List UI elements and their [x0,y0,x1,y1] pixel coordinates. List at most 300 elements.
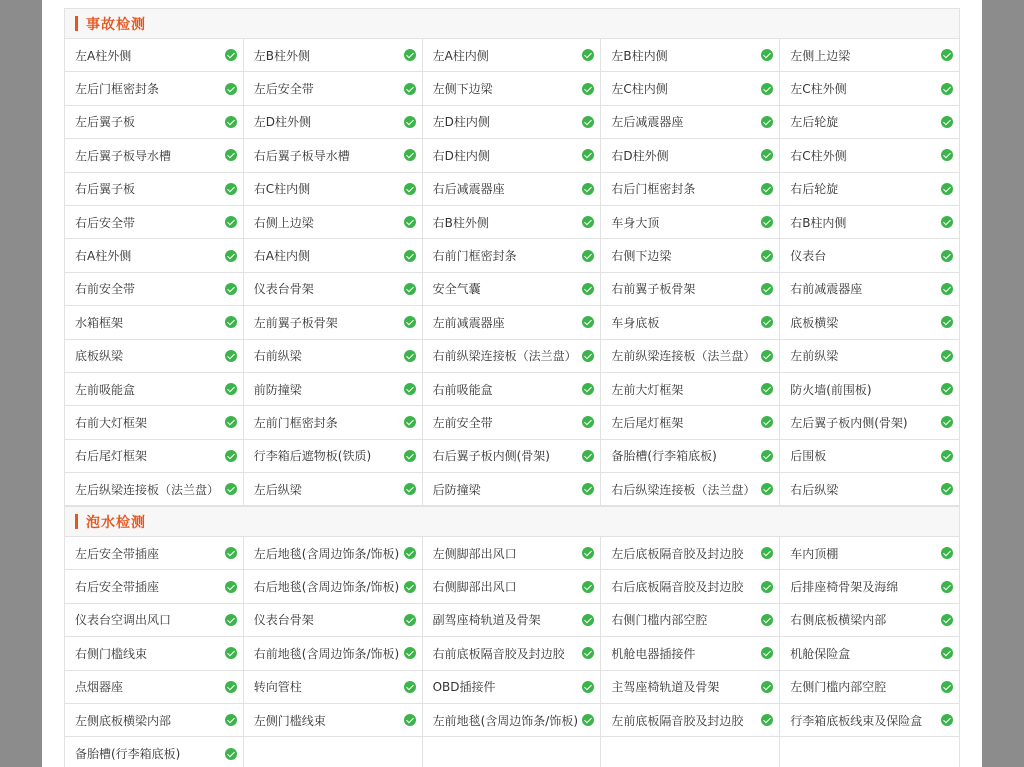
check-item [601,604,780,637]
check-circle-icon [225,748,237,760]
check-item-label: 右后轮旋 [790,182,839,197]
check-item [423,39,602,72]
check-circle-icon [582,450,594,462]
check-circle-icon [761,714,773,726]
check-item-label: 右前减震器座 [790,282,863,297]
check-item [65,570,244,603]
check-circle-icon [941,383,953,395]
check-item [65,306,244,339]
check-item-label: 左后翼子板内侧(骨架) [790,415,908,430]
check-circle-icon [225,581,237,593]
check-item [65,373,244,406]
check-item [601,239,780,272]
check-item [601,72,780,105]
check-item-label: 底板横梁 [790,315,839,330]
check-circle-icon [225,714,237,726]
check-circle-icon [582,383,594,395]
check-item-label: 左前大灯框架 [611,382,684,397]
check-item [423,570,602,603]
check-item-label: 右前纵梁 [253,349,302,364]
check-circle-icon [761,547,773,559]
check-circle-icon [582,183,594,195]
section-accent-bar [75,514,78,529]
check-item-label: 左侧脚部出风口 [432,546,517,561]
check-item [65,173,244,206]
check-item [601,473,780,506]
check-item [780,39,959,72]
section-title: 事故检测 [86,16,146,33]
check-circle-icon [761,350,773,362]
check-circle-icon [582,316,594,328]
check-circle-icon [761,647,773,659]
check-circle-icon [582,350,594,362]
check-item [423,604,602,637]
check-item [780,406,959,439]
check-circle-icon [225,116,237,128]
check-item [423,340,602,373]
check-item-label: 左侧下边梁 [432,82,493,97]
check-item [780,537,959,570]
accident-section [64,8,960,507]
check-item-label: 左后地毯(含周边饰条/饰板) [253,546,400,561]
check-item-label: 左A柱外侧 [75,48,132,63]
check-item-label: 机舱保险盒 [790,646,851,661]
check-circle-icon [404,383,416,395]
check-circle-icon [225,383,237,395]
check-circle-icon [404,283,416,295]
check-item [423,473,602,506]
check-circle-icon [225,547,237,559]
check-item-label: 左D柱外侧 [253,115,312,130]
check-item-label: 左前安全带 [432,415,493,430]
check-item-label: 前防撞梁 [253,382,302,397]
check-item-label: 右前吸能盒 [432,382,493,397]
check-circle-icon [225,450,237,462]
check-item-label: 左后翼子板 [75,115,136,130]
check-item [65,440,244,473]
empty-cell [244,737,423,767]
check-item [423,139,602,172]
check-item-label: 右前门框密封条 [432,249,517,264]
check-item [780,173,959,206]
check-item [601,406,780,439]
check-circle-icon [404,647,416,659]
check-circle-icon [941,283,953,295]
check-item-label: 后防撞梁 [432,482,481,497]
check-circle-icon [582,681,594,693]
check-item [65,737,244,767]
check-item-label: 右后翼子板内侧(骨架) [432,449,550,464]
check-item-label: 备胎槽(行李箱底板) [611,449,717,464]
check-item [423,637,602,670]
check-circle-icon [225,83,237,95]
check-item [244,440,423,473]
check-item [65,704,244,737]
check-item [601,273,780,306]
check-circle-icon [404,250,416,262]
check-item [65,239,244,272]
check-circle-icon [761,149,773,161]
check-circle-icon [761,183,773,195]
check-item-label: 右后地毯(含周边饰条/饰板) [253,580,400,595]
check-circle-icon [761,83,773,95]
check-item-label: 右A柱外侧 [75,249,132,264]
check-circle-icon [225,49,237,61]
check-item-label: 右B柱外侧 [432,215,489,230]
check-item [423,406,602,439]
check-item [601,440,780,473]
check-item-label: 仪表台 [790,249,827,264]
check-item [601,637,780,670]
check-item-label: 右侧门槛线束 [75,646,148,661]
check-circle-icon [761,450,773,462]
check-item [423,273,602,306]
check-item-label: 左后底板隔音胶及封边胶 [611,546,744,561]
check-circle-icon [404,350,416,362]
check-circle-icon [225,250,237,262]
check-circle-icon [582,250,594,262]
check-circle-icon [582,116,594,128]
check-item-label: 右侧底板横梁内部 [790,613,887,628]
check-item-label: 右后底板隔音胶及封边胶 [611,580,744,595]
check-item-label: 右前地毯(含周边饰条/饰板) [253,646,400,661]
check-item [65,340,244,373]
check-item [601,704,780,737]
empty-cell [423,737,602,767]
check-item-label: 右后尾灯框架 [75,449,148,464]
check-item-label: 右后纵梁 [790,482,839,497]
check-item [244,473,423,506]
check-item-label: 左前地毯(含周边饰条/饰板) [432,713,579,728]
check-circle-icon [404,681,416,693]
check-circle-icon [582,483,594,495]
check-item-label: 左前纵梁连接板（法兰盘） [611,349,756,364]
check-item-label: 左侧上边梁 [790,48,851,63]
check-item-label: 水箱框架 [75,315,124,330]
check-item [780,440,959,473]
check-item [244,239,423,272]
check-item-label: 左后尾灯框架 [611,415,684,430]
check-circle-icon [941,681,953,693]
check-item [244,671,423,704]
check-circle-icon [225,416,237,428]
check-circle-icon [582,581,594,593]
check-item-label: 左后纵梁 [253,482,302,497]
check-item-label: 底板纵梁 [75,349,124,364]
check-circle-icon [582,547,594,559]
check-circle-icon [941,581,953,593]
check-item [601,306,780,339]
check-circle-icon [582,714,594,726]
check-item [244,637,423,670]
check-circle-icon [941,316,953,328]
check-circle-icon [404,450,416,462]
check-item-label: 右D柱内侧 [432,148,490,163]
check-item-label: 车内顶棚 [790,546,839,561]
check-item-label: 右A柱内侧 [253,249,311,264]
check-item [601,537,780,570]
check-item [65,39,244,72]
check-circle-icon [404,483,416,495]
check-item-label: 右侧下边梁 [611,249,672,264]
check-circle-icon [225,647,237,659]
check-circle-icon [941,183,953,195]
check-item-label: 行李箱后遮物板(铁质) [253,449,372,464]
check-item-label: 右前翼子板骨架 [611,282,696,297]
check-item-label: 右后安全带插座 [75,580,160,595]
check-item-label: 左侧门槛内部空腔 [790,680,887,695]
check-item [65,537,244,570]
check-circle-icon [941,547,953,559]
empty-cell [601,737,780,767]
check-circle-icon [761,116,773,128]
check-item [244,406,423,439]
check-item [65,139,244,172]
check-item [601,671,780,704]
check-item-label: 左C柱外侧 [790,82,847,97]
check-item [244,206,423,239]
check-item [780,604,959,637]
check-circle-icon [941,614,953,626]
check-item [423,704,602,737]
check-circle-icon [761,49,773,61]
check-item-label: 右侧上边梁 [253,215,314,230]
check-item-label: 左后纵梁连接板（法兰盘） [75,482,220,497]
check-circle-icon [941,483,953,495]
check-item-label: 左B柱内侧 [611,48,668,63]
check-item [423,173,602,206]
check-item-label: 防火墙(前围板) [790,382,872,397]
check-item [244,704,423,737]
check-item [780,206,959,239]
check-item-label: 后围板 [790,449,827,464]
check-item [601,570,780,603]
check-item [65,671,244,704]
check-item [780,570,959,603]
check-circle-icon [404,49,416,61]
check-item [244,39,423,72]
check-item-label: 车身大顶 [611,215,660,230]
check-item [423,671,602,704]
check-item [780,340,959,373]
check-circle-icon [225,283,237,295]
check-circle-icon [941,450,953,462]
check-circle-icon [225,614,237,626]
check-circle-icon [761,681,773,693]
check-circle-icon [761,383,773,395]
check-item [244,139,423,172]
check-item-label: 车身底板 [611,315,660,330]
check-item [65,206,244,239]
flood-items-grid [65,537,959,767]
check-circle-icon [941,149,953,161]
check-item-label: 仪表台骨架 [253,613,314,628]
check-item [780,239,959,272]
check-item [601,206,780,239]
check-item [65,72,244,105]
check-item [65,406,244,439]
check-item [423,537,602,570]
check-circle-icon [761,250,773,262]
check-circle-icon [582,614,594,626]
check-item [65,473,244,506]
check-item [780,637,959,670]
check-circle-icon [941,350,953,362]
check-item-label: 右B柱内侧 [790,215,847,230]
check-item [601,340,780,373]
check-item-label: 左前纵梁 [790,349,839,364]
check-circle-icon [225,216,237,228]
check-item-label: 右后安全带 [75,215,136,230]
check-item-label: 右D柱外侧 [611,148,669,163]
check-item [423,440,602,473]
check-circle-icon [941,49,953,61]
check-circle-icon [941,647,953,659]
check-item-label: 左前翼子板骨架 [253,315,338,330]
check-circle-icon [941,250,953,262]
check-item-label: 行李箱底板线束及保险盒 [790,713,923,728]
accident-items-grid [65,39,959,506]
check-circle-icon [761,283,773,295]
check-item-label: 左后门框密封条 [75,82,160,97]
check-item-label: 右C柱内侧 [253,182,311,197]
section-accent-bar [75,16,78,31]
check-item [780,373,959,406]
check-circle-icon [225,483,237,495]
check-circle-icon [941,216,953,228]
check-item-label: 左后减震器座 [611,115,684,130]
check-item [244,373,423,406]
check-item-label: 右后纵梁连接板（法兰盘） [611,482,756,497]
check-item [423,239,602,272]
check-item [65,637,244,670]
check-circle-icon [941,416,953,428]
check-item-label: 右侧门槛内部空腔 [611,613,708,628]
check-item [601,106,780,139]
check-circle-icon [404,416,416,428]
check-circle-icon [225,183,237,195]
check-item-label: 左前减震器座 [432,315,505,330]
check-item-label: 左前门框密封条 [253,415,338,430]
report-page [42,0,982,767]
check-item-label: 主驾座椅轨道及骨架 [611,680,720,695]
check-circle-icon [582,283,594,295]
check-circle-icon [761,416,773,428]
check-item-label: 点烟器座 [75,680,124,695]
check-item [244,604,423,637]
check-circle-icon [404,149,416,161]
check-circle-icon [761,614,773,626]
check-item [601,373,780,406]
check-item-label: 仪表台空调出风口 [75,613,172,628]
check-item-label: 后排座椅骨架及海绵 [790,580,899,595]
check-item [423,106,602,139]
check-circle-icon [404,547,416,559]
check-item [423,373,602,406]
check-item-label: 右前底板隔音胶及封边胶 [432,646,565,661]
check-circle-icon [761,316,773,328]
check-item [244,106,423,139]
check-item-label: 左B柱外侧 [253,48,311,63]
check-item [65,273,244,306]
check-circle-icon [761,483,773,495]
check-item [65,604,244,637]
check-item [780,704,959,737]
check-circle-icon [941,83,953,95]
check-item-label: 右后翼子板导水槽 [253,148,350,163]
check-circle-icon [404,581,416,593]
section-header [65,9,959,39]
check-item-label: 左后轮旋 [790,115,839,130]
check-circle-icon [404,316,416,328]
check-circle-icon [404,714,416,726]
check-item-label: 右后门框密封条 [611,182,696,197]
check-item-label: 右前安全带 [75,282,136,297]
check-circle-icon [404,116,416,128]
check-circle-icon [582,647,594,659]
check-item [244,340,423,373]
flood-section [64,506,960,767]
check-item-label: 左后安全带插座 [75,546,160,561]
check-circle-icon [404,83,416,95]
check-circle-icon [225,149,237,161]
check-item-label: 右后翼子板 [75,182,136,197]
check-item [780,306,959,339]
check-item [244,273,423,306]
check-item-label: 左前底板隔音胶及封边胶 [611,713,744,728]
check-item [601,139,780,172]
check-item [780,671,959,704]
check-circle-icon [404,183,416,195]
check-item [601,173,780,206]
check-circle-icon [582,83,594,95]
check-item-label: 机舱电器插接件 [611,646,696,661]
check-circle-icon [761,216,773,228]
check-item [423,72,602,105]
check-circle-icon [225,350,237,362]
check-item-label: 左前吸能盒 [75,382,136,397]
check-item [423,306,602,339]
section-title: 泡水检测 [86,514,146,531]
check-circle-icon [225,316,237,328]
check-item-label: 右前大灯框架 [75,415,148,430]
check-item-label: 左D柱内侧 [432,115,490,130]
check-item [65,106,244,139]
check-item [244,173,423,206]
check-circle-icon [582,416,594,428]
check-item [423,206,602,239]
check-item-label: OBD插接件 [432,680,496,695]
check-item [244,72,423,105]
check-item-label: 右C柱外侧 [790,148,847,163]
check-item [780,139,959,172]
check-item-label: 左A柱内侧 [432,48,489,63]
empty-cell [780,737,959,767]
check-item-label: 右前纵梁连接板（法兰盘） [432,349,577,364]
check-item [601,39,780,72]
check-item-label: 备胎槽(行李箱底板) [75,747,181,762]
check-circle-icon [941,714,953,726]
check-item-label: 右侧脚部出风口 [432,580,517,595]
check-item [244,570,423,603]
check-item-label: 左C柱内侧 [611,82,668,97]
check-circle-icon [582,216,594,228]
section-header [65,507,959,537]
check-item [780,273,959,306]
check-item-label: 左后翼子板导水槽 [75,148,172,163]
check-item [780,473,959,506]
check-item [780,106,959,139]
